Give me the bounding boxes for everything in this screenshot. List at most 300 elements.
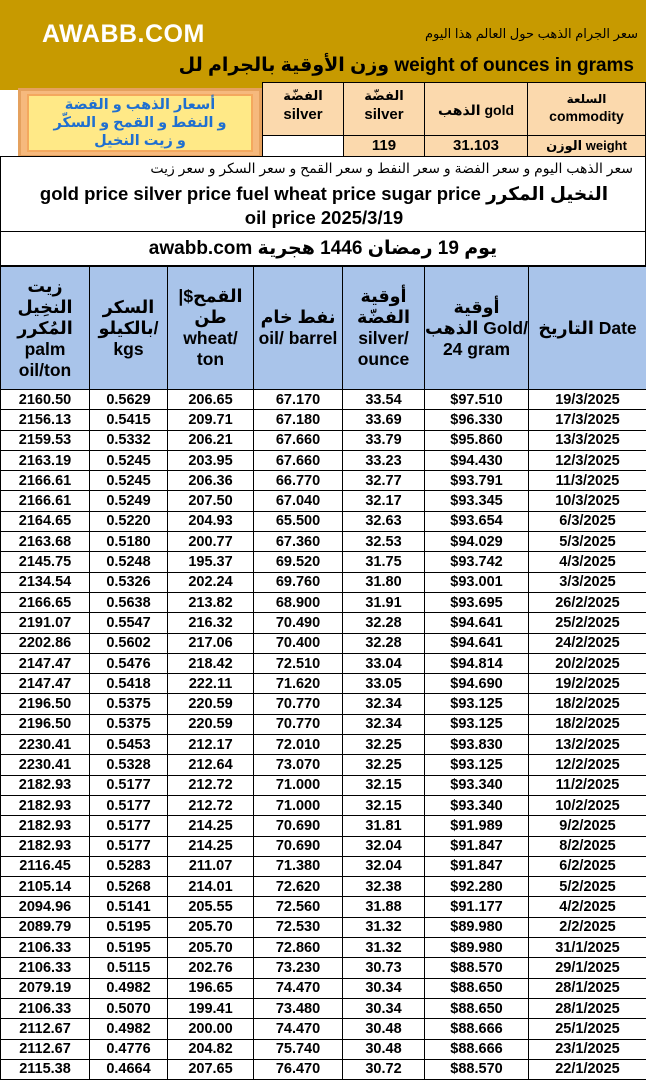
silver-header-cell	[262, 82, 344, 136]
oil-cell: 70.690	[254, 816, 343, 836]
oil-cell: 75.740	[254, 1039, 343, 1059]
date-cell: 22/1/2025	[529, 1059, 646, 1079]
wheat-cell: 195.37	[168, 552, 254, 572]
sugar-cell: 0.5195	[90, 938, 168, 958]
table-body	[1, 390, 646, 1080]
gold-cell: $94.690	[425, 674, 529, 694]
table-row	[1, 795, 646, 815]
weight-label: الوزن weight	[527, 135, 646, 157]
palm-oil-cell: 2116.45	[1, 856, 90, 876]
gold-cell: $93.830	[425, 735, 529, 755]
oil-cell: 71.380	[254, 856, 343, 876]
sugar-cell: 0.5375	[90, 694, 168, 714]
sugar-cell: 0.5268	[90, 877, 168, 897]
table-row	[1, 390, 646, 410]
promo-line-3: و زيت النخيل	[94, 133, 186, 149]
header-tagline: سعر الجرام الذهب حول العالم هذا اليوم	[425, 26, 638, 41]
gold-cell: $95.860	[425, 430, 529, 450]
col-header-gold: أوقية الذهب Gold/ 24 gram	[425, 267, 529, 390]
sugar-cell: 0.5453	[90, 735, 168, 755]
palm-oil-cell: 2089.79	[1, 917, 90, 937]
palm-oil-cell: 2182.93	[1, 775, 90, 795]
palm-oil-cell: 2145.75	[1, 552, 90, 572]
promo-line-2: و النفط و القمح و السكّر	[53, 115, 227, 131]
gold-cell: $91.847	[425, 856, 529, 876]
silver-cell: 31.80	[343, 572, 425, 592]
gold-cell: $93.345	[425, 491, 529, 511]
oil-cell: 70.690	[254, 836, 343, 856]
table-header-row	[1, 267, 646, 390]
palm-oil-cell: 2164.65	[1, 511, 90, 531]
col-header-wheat: القمح$| طن wheat/ ton	[168, 267, 254, 390]
gold-cell: $93.001	[425, 572, 529, 592]
weight-title: وزن الأوقية بالجرام لل weight of ounces in grams	[178, 55, 634, 76]
silver-header-ar: الفضّة	[283, 88, 323, 103]
silver-cell: 32.34	[343, 714, 425, 734]
oil-cell: 74.470	[254, 978, 343, 998]
palm-oil-cell: 2230.41	[1, 735, 90, 755]
gold-cell: $88.650	[425, 998, 529, 1018]
table-row	[1, 755, 646, 775]
sugar-cell: 0.4664	[90, 1059, 168, 1079]
wheat-cell: 217.06	[168, 633, 254, 653]
palm-oil-cell: 2106.33	[1, 938, 90, 958]
date-cell: 12/2/2025	[529, 755, 646, 775]
wheat-cell: 196.65	[168, 978, 254, 998]
silver-cell: 30.48	[343, 1019, 425, 1039]
table-row	[1, 897, 646, 917]
weight-title-row	[0, 54, 646, 84]
gold-cell: $91.847	[425, 836, 529, 856]
sugar-cell: 0.5476	[90, 653, 168, 673]
oil-cell: 67.180	[254, 410, 343, 430]
brand-logo[interactable]: AWABB.COM	[42, 20, 205, 48]
palm-oil-cell: 2166.61	[1, 471, 90, 491]
date-cell: 19/2/2025	[529, 674, 646, 694]
silver-cell: 30.34	[343, 998, 425, 1018]
gold-cell: $93.791	[425, 471, 529, 491]
description-english-1: gold price silver price fuel wheat price sugar price النخيل المكرر	[39, 183, 609, 204]
wheat-cell: 205.70	[168, 938, 254, 958]
palm-oil-cell: 2166.61	[1, 491, 90, 511]
wheat-cell: 207.65	[168, 1059, 254, 1079]
palm-oil-cell: 2094.96	[1, 897, 90, 917]
wheat-cell: 212.17	[168, 735, 254, 755]
date-line: awabb.com يوم 19 رمضان 1446 هجرية	[0, 232, 646, 266]
oil-cell: 72.860	[254, 938, 343, 958]
palm-oil-cell: 2159.53	[1, 430, 90, 450]
gold-cell: $88.570	[425, 1059, 529, 1079]
palm-oil-cell: 2106.33	[1, 998, 90, 1018]
oil-cell: 71.620	[254, 674, 343, 694]
table-row	[1, 694, 646, 714]
silver-cell: 30.73	[343, 958, 425, 978]
date-cell: 10/2/2025	[529, 795, 646, 815]
palm-oil-cell: 2112.67	[1, 1039, 90, 1059]
table-row	[1, 998, 646, 1018]
sugar-cell: 0.5177	[90, 795, 168, 815]
sugar-cell: 0.5249	[90, 491, 168, 511]
promo-banner[interactable]	[18, 88, 262, 158]
gold-cell: $93.340	[425, 775, 529, 795]
oil-cell: 68.900	[254, 592, 343, 612]
date-cell: 20/2/2025	[529, 653, 646, 673]
table-row	[1, 532, 646, 552]
gold-weight-value: 31.103	[424, 135, 528, 157]
table-row	[1, 450, 646, 470]
table-row	[1, 471, 646, 491]
gold-cell: $88.570	[425, 958, 529, 978]
table-row	[1, 674, 646, 694]
oil-cell: 67.360	[254, 532, 343, 552]
palm-oil-cell: 2147.47	[1, 674, 90, 694]
col-header-silver: أوقية الفضّة silver/ ounce	[343, 267, 425, 390]
silver-cell: 32.15	[343, 795, 425, 815]
date-cell: 18/2/2025	[529, 714, 646, 734]
wheat-cell: 203.95	[168, 450, 254, 470]
sugar-cell: 0.5415	[90, 410, 168, 430]
gold-cell: $91.989	[425, 816, 529, 836]
palm-oil-cell: 2105.14	[1, 877, 90, 897]
wheat-cell: 212.72	[168, 795, 254, 815]
palm-oil-cell: 2079.19	[1, 978, 90, 998]
sugar-cell: 0.4982	[90, 1019, 168, 1039]
silver-cell: 32.25	[343, 755, 425, 775]
promo-inner	[27, 94, 253, 152]
gold-cell: $89.980	[425, 938, 529, 958]
date-cell: 11/3/2025	[529, 471, 646, 491]
date-cell: 24/2/2025	[529, 633, 646, 653]
palm-oil-cell: 2106.33	[1, 958, 90, 978]
promo-line-1: أسعار الذهب و الفضة	[64, 97, 216, 113]
sugar-cell: 0.5332	[90, 430, 168, 450]
sugar-cell: 0.5283	[90, 856, 168, 876]
sugar-cell: 0.5115	[90, 958, 168, 978]
table-row	[1, 836, 646, 856]
oil-cell: 72.620	[254, 877, 343, 897]
oil-cell: 66.770	[254, 471, 343, 491]
silver-cell: 30.34	[343, 978, 425, 998]
oil-cell: 67.660	[254, 430, 343, 450]
oil-cell: 71.000	[254, 775, 343, 795]
sugar-cell: 0.5638	[90, 592, 168, 612]
date-cell: 23/1/2025	[529, 1039, 646, 1059]
silver-cell: 33.69	[343, 410, 425, 430]
oil-cell: 70.400	[254, 633, 343, 653]
sugar-cell: 0.5070	[90, 998, 168, 1018]
date-cell: 25/2/2025	[529, 613, 646, 633]
wheat-cell: 202.76	[168, 958, 254, 978]
palm-oil-cell: 2156.13	[1, 410, 90, 430]
sugar-cell: 0.5629	[90, 390, 168, 410]
silver-header-en: silver	[283, 106, 323, 123]
palm-oil-cell: 2196.50	[1, 714, 90, 734]
oil-cell: 72.560	[254, 897, 343, 917]
table-row	[1, 714, 646, 734]
wheat-cell: 199.41	[168, 998, 254, 1018]
wheat-cell: 214.25	[168, 816, 254, 836]
sugar-cell: 0.5141	[90, 897, 168, 917]
silver-cell: 33.79	[343, 430, 425, 450]
wheat-cell: 207.50	[168, 491, 254, 511]
sugar-cell: 0.5418	[90, 674, 168, 694]
oil-cell: 70.770	[254, 694, 343, 714]
wheat-cell: 214.25	[168, 836, 254, 856]
table-row	[1, 410, 646, 430]
gold-cell: $96.330	[425, 410, 529, 430]
table-row	[1, 978, 646, 998]
commodity-header-ar: السلعة	[566, 92, 607, 106]
palm-oil-cell: 2147.47	[1, 653, 90, 673]
table-row	[1, 917, 646, 937]
wheat-cell: 214.01	[168, 877, 254, 897]
table-row	[1, 430, 646, 450]
wheat-cell: 205.55	[168, 897, 254, 917]
header-band	[0, 0, 646, 90]
sugar-cell: 0.5177	[90, 775, 168, 795]
date-cell: 9/2/2025	[529, 816, 646, 836]
table-row	[1, 775, 646, 795]
silver-cell: 32.15	[343, 775, 425, 795]
silver-cell: 32.53	[343, 532, 425, 552]
silver-cell: 32.04	[343, 836, 425, 856]
gold-cell: $93.695	[425, 592, 529, 612]
wheat-cell: 216.32	[168, 613, 254, 633]
gold-cell: $93.654	[425, 511, 529, 531]
palm-oil-cell: 2115.38	[1, 1059, 90, 1079]
wheat-cell: 206.65	[168, 390, 254, 410]
gold-cell: $93.340	[425, 795, 529, 815]
sugar-cell: 0.4776	[90, 1039, 168, 1059]
silver-cell: 33.54	[343, 390, 425, 410]
table-row	[1, 958, 646, 978]
palm-oil-cell: 2112.67	[1, 1019, 90, 1039]
silver-cell: 33.05	[343, 674, 425, 694]
oil-cell: 70.490	[254, 613, 343, 633]
silver-cell: 31.32	[343, 938, 425, 958]
oil-cell: 71.000	[254, 795, 343, 815]
date-cell: 29/1/2025	[529, 958, 646, 978]
silver-cell: 30.72	[343, 1059, 425, 1079]
palm-oil-cell: 2230.41	[1, 755, 90, 775]
silver-cell: 32.25	[343, 735, 425, 755]
silver-cell: 32.04	[343, 856, 425, 876]
oil-cell: 69.760	[254, 572, 343, 592]
col-header-palm-oil: زيت النخِيل المُكرر palm oil/ton	[1, 267, 90, 390]
palm-oil-cell: 2166.65	[1, 592, 90, 612]
gold-cell: $91.177	[425, 897, 529, 917]
oil-cell: 73.230	[254, 958, 343, 978]
gold-cell: $88.666	[425, 1039, 529, 1059]
oil-cell: 72.510	[254, 653, 343, 673]
gold-cell: $94.029	[425, 532, 529, 552]
date-cell: 2/2/2025	[529, 917, 646, 937]
date-cell: 18/2/2025	[529, 694, 646, 714]
wheat-cell: 212.72	[168, 775, 254, 795]
table-row	[1, 938, 646, 958]
silver-cell: 32.17	[343, 491, 425, 511]
table-row	[1, 511, 646, 531]
palm-oil-cell: 2182.93	[1, 795, 90, 815]
gold-cell: $93.742	[425, 552, 529, 572]
wheat-cell: 222.11	[168, 674, 254, 694]
table-row	[1, 552, 646, 572]
wheat-cell: 200.77	[168, 532, 254, 552]
date-cell: 19/3/2025	[529, 390, 646, 410]
oil-cell: 67.660	[254, 450, 343, 470]
wheat-cell: 206.36	[168, 471, 254, 491]
palm-oil-cell: 2134.54	[1, 572, 90, 592]
sugar-cell: 0.5180	[90, 532, 168, 552]
wheat-cell: 205.70	[168, 917, 254, 937]
silver-header-en-2: silver	[364, 106, 404, 123]
gold-cell: $94.814	[425, 653, 529, 673]
gold-cell: $93.125	[425, 755, 529, 775]
date-cell: 3/3/2025	[529, 572, 646, 592]
sugar-cell: 0.5245	[90, 471, 168, 491]
sugar-cell: 0.5177	[90, 816, 168, 836]
gold-cell: $93.125	[425, 694, 529, 714]
wheat-cell: 206.21	[168, 430, 254, 450]
wheat-cell: 220.59	[168, 714, 254, 734]
date-cell: 13/3/2025	[529, 430, 646, 450]
date-cell: 25/1/2025	[529, 1019, 646, 1039]
description-box	[0, 156, 646, 232]
table-row	[1, 633, 646, 653]
table-row	[1, 816, 646, 836]
silver-cell: 33.23	[343, 450, 425, 470]
gold-cell: $88.650	[425, 978, 529, 998]
gold-header-cell: الذهب gold	[424, 82, 528, 136]
wheat-cell: 209.71	[168, 410, 254, 430]
palm-oil-cell: 2163.68	[1, 532, 90, 552]
oil-cell: 73.070	[254, 755, 343, 775]
palm-oil-cell: 2160.50	[1, 390, 90, 410]
table-row	[1, 592, 646, 612]
silver-cell: 32.38	[343, 877, 425, 897]
gold-cell: $92.280	[425, 877, 529, 897]
gold-cell: $94.641	[425, 613, 529, 633]
palm-oil-cell: 2191.07	[1, 613, 90, 633]
silver-cell: 31.75	[343, 552, 425, 572]
table-row	[1, 491, 646, 511]
commodity-header-en: commodity	[549, 108, 624, 124]
silver-cell: 31.32	[343, 917, 425, 937]
gold-cell: $93.125	[425, 714, 529, 734]
date-cell: 28/1/2025	[529, 998, 646, 1018]
oil-cell: 65.500	[254, 511, 343, 531]
wheat-cell: 202.24	[168, 572, 254, 592]
date-cell: 31/1/2025	[529, 938, 646, 958]
sugar-cell: 0.5220	[90, 511, 168, 531]
blank-value-cell	[262, 135, 344, 157]
wheat-cell: 212.64	[168, 755, 254, 775]
col-header-date: التاريخ Date	[529, 267, 646, 390]
table-row	[1, 856, 646, 876]
silver-cell: 32.63	[343, 511, 425, 531]
silver-cell: 31.88	[343, 897, 425, 917]
palm-oil-cell: 2196.50	[1, 694, 90, 714]
palm-oil-cell: 2163.19	[1, 450, 90, 470]
gold-cell: $97.510	[425, 390, 529, 410]
description-arabic: سعر الذهب اليوم و سعر الفضة و سعر النفط و سعر القمح و سعر السكر و سعر زيت	[150, 160, 633, 176]
table-row	[1, 735, 646, 755]
date-cell: 6/2/2025	[529, 856, 646, 876]
sugar-cell: 0.5328	[90, 755, 168, 775]
sugar-cell: 0.5195	[90, 917, 168, 937]
wheat-cell: 200.00	[168, 1019, 254, 1039]
col-header-sugar: السكر بالكيلو/ kgs	[90, 267, 168, 390]
wheat-cell: 220.59	[168, 694, 254, 714]
oil-cell: 67.040	[254, 491, 343, 511]
date-cell: 28/1/2025	[529, 978, 646, 998]
silver-cell: 31.91	[343, 592, 425, 612]
wheat-cell: 204.93	[168, 511, 254, 531]
silver-cell: 32.28	[343, 633, 425, 653]
table-row	[1, 653, 646, 673]
date-cell: 5/2/2025	[529, 877, 646, 897]
silver-cell: 33.04	[343, 653, 425, 673]
date-cell: 4/3/2025	[529, 552, 646, 572]
silver-cell: 32.28	[343, 613, 425, 633]
wheat-cell: 211.07	[168, 856, 254, 876]
palm-oil-cell: 2182.93	[1, 816, 90, 836]
silver-cell: 32.77	[343, 471, 425, 491]
sugar-cell: 0.5602	[90, 633, 168, 653]
date-cell: 10/3/2025	[529, 491, 646, 511]
table-row	[1, 572, 646, 592]
silver-weight-value: 119	[343, 135, 425, 157]
wheat-cell: 204.82	[168, 1039, 254, 1059]
silver-header-ar-2: الفضّة	[364, 88, 404, 103]
wheat-cell: 218.42	[168, 653, 254, 673]
oil-cell: 74.470	[254, 1019, 343, 1039]
sugar-cell: 0.4982	[90, 978, 168, 998]
date-cell: 4/2/2025	[529, 897, 646, 917]
gold-cell: $94.641	[425, 633, 529, 653]
oil-cell: 69.520	[254, 552, 343, 572]
description-english-2: oil price 2025/3/19	[244, 207, 404, 228]
oil-cell: 72.010	[254, 735, 343, 755]
date-cell: 13/2/2025	[529, 735, 646, 755]
sugar-cell: 0.5177	[90, 836, 168, 856]
date-cell: 12/3/2025	[529, 450, 646, 470]
oil-cell: 70.770	[254, 714, 343, 734]
date-cell: 17/3/2025	[529, 410, 646, 430]
sugar-cell: 0.5547	[90, 613, 168, 633]
gold-cell: $89.980	[425, 917, 529, 937]
col-header-oil: نفط خام oil/ barrel	[254, 267, 343, 390]
date-cell: 26/2/2025	[529, 592, 646, 612]
silver-header-cell-right	[343, 82, 425, 136]
oil-cell: 73.480	[254, 998, 343, 1018]
table-row	[1, 877, 646, 897]
silver-cell: 31.81	[343, 816, 425, 836]
silver-cell: 32.34	[343, 694, 425, 714]
commodity-header-cell	[527, 82, 646, 136]
price-table	[0, 266, 646, 1080]
wheat-cell: 213.82	[168, 592, 254, 612]
table-row	[1, 1019, 646, 1039]
table-row	[1, 1059, 646, 1079]
gold-cell: $94.430	[425, 450, 529, 470]
date-cell: 5/3/2025	[529, 532, 646, 552]
date-cell: 6/3/2025	[529, 511, 646, 531]
date-cell: 8/2/2025	[529, 836, 646, 856]
oil-cell: 76.470	[254, 1059, 343, 1079]
date-cell: 11/2/2025	[529, 775, 646, 795]
silver-cell: 30.48	[343, 1039, 425, 1059]
